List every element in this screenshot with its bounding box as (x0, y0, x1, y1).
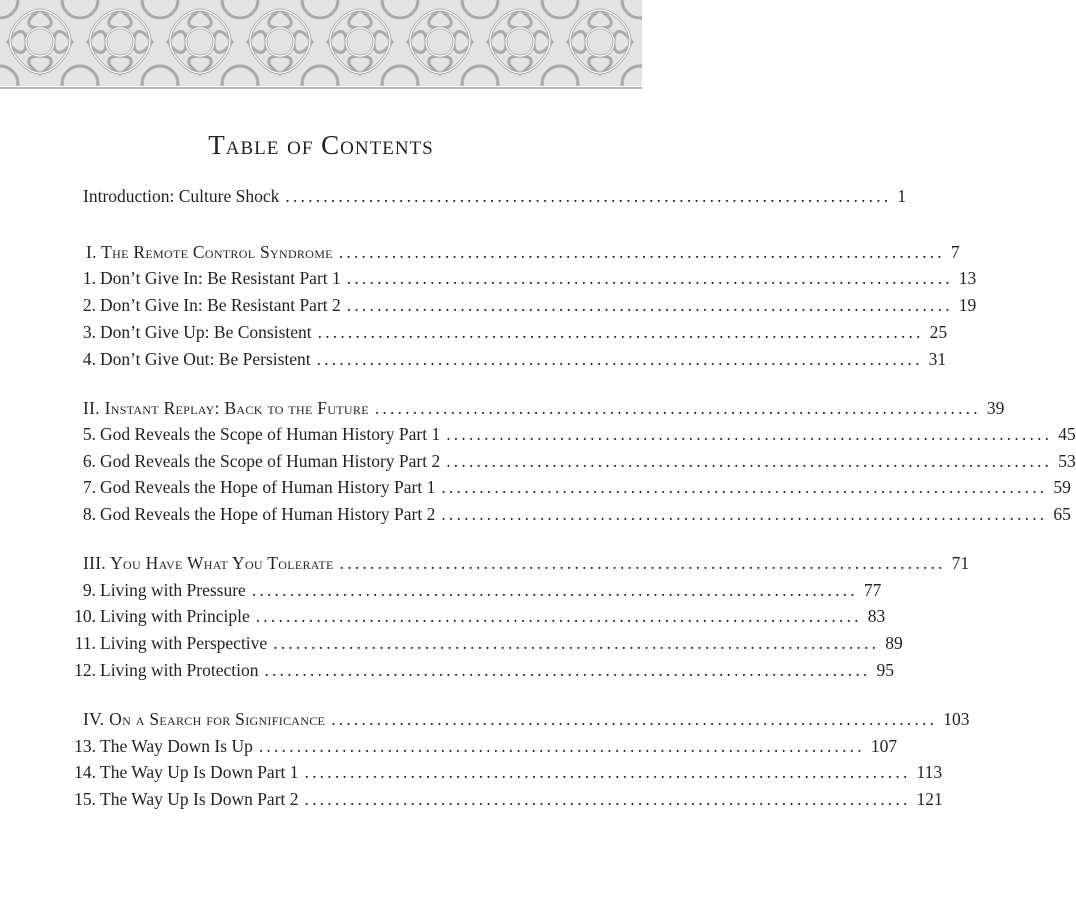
chapter-page-number: 25 (929, 322, 948, 342)
part-page-number: 71 (951, 553, 970, 573)
entry-page-number: 1 (897, 186, 907, 206)
toc-part-1 (86, 242, 960, 266)
chapter-number: 15. (74, 789, 96, 809)
dot-leader: ................................................................................ (258, 736, 865, 756)
chapter-title: God Reveals the Scope of Human History Part 2 (100, 451, 441, 471)
dot-leader: ................................................................................ (304, 762, 911, 782)
toc-part-4 (83, 709, 970, 733)
dot-leader: ................................................................................ (331, 709, 938, 729)
chapter-title: The Way Down Is Up (100, 736, 253, 756)
toc-chapter (64, 633, 903, 657)
chapter-title: Don’t Give In: Be Resistant Part 2 (100, 295, 341, 315)
dot-leader: ................................................................................ (441, 504, 1048, 524)
chapter-number: 12. (74, 660, 96, 680)
chapter-number: 14. (74, 762, 96, 782)
chapter-title: Don’t Give Up: Be Consistent (100, 322, 312, 342)
dot-leader: ................................................................................ (346, 295, 953, 315)
chapter-number: 11. (74, 633, 96, 653)
dot-leader: ................................................................................ (346, 268, 953, 288)
dot-leader: ................................................................................ (441, 477, 1048, 497)
toc-chapter (64, 295, 977, 319)
chapter-page-number: 53 (1058, 451, 1076, 471)
toc-chapter (64, 451, 1076, 475)
chapter-page-number: 13 (958, 268, 977, 288)
chapter-page-number: 121 (916, 789, 943, 809)
toc-chapter (64, 477, 1071, 501)
chapter-number: 8. (82, 504, 96, 524)
chapter-number: 10. (74, 606, 96, 626)
chapter-page-number: 113 (916, 762, 943, 782)
part-page-number: 103 (943, 709, 970, 729)
chapter-title: Living with Principle (100, 606, 250, 626)
chapter-number: 2. (82, 295, 96, 315)
dot-leader: ................................................................................ (446, 451, 1053, 471)
chapter-page-number: 19 (958, 295, 977, 315)
chapter-page-number: 83 (867, 606, 886, 626)
dot-leader: ................................................................................ (304, 789, 911, 809)
toc-chapter (64, 789, 943, 813)
dot-leader: ................................................................................ (251, 580, 858, 600)
dot-leader: ................................................................................ (317, 322, 924, 342)
dot-leader: ................................................................................ (316, 349, 923, 369)
chapter-page-number: 107 (870, 736, 898, 756)
toc-chapter (64, 736, 898, 760)
dot-leader: ................................................................................ (339, 553, 946, 573)
toc-chapter (64, 580, 882, 604)
toc-chapter (64, 504, 1071, 528)
chapter-title: Don’t Give Out: Be Persistent (100, 349, 311, 369)
dot-leader: ................................................................................ (446, 424, 1053, 444)
chapter-number: 7. (82, 477, 96, 497)
chapter-number: 4. (82, 349, 96, 369)
toc-chapter (64, 424, 1076, 448)
part-title: I. The Remote Control Syndrome (86, 242, 333, 262)
part-title: II. Instant Replay: Back to the Future (83, 398, 369, 418)
toc-chapter (64, 660, 894, 684)
chapter-page-number: 77 (863, 580, 882, 600)
chapter-page-number: 89 (885, 633, 903, 653)
toc-chapter (64, 268, 977, 292)
part-title: IV. On a Search for Significance (83, 709, 326, 729)
toc-part-3 (83, 553, 970, 577)
part-page-number: 39 (986, 398, 1005, 418)
chapter-number: 9. (82, 580, 96, 600)
chapter-page-number: 65 (1053, 504, 1071, 524)
dot-leader: ................................................................................ (273, 633, 880, 653)
chapter-title: The Way Up Is Down Part 1 (100, 762, 299, 782)
chapter-number: 1. (82, 268, 96, 288)
toc-chapter (64, 762, 943, 786)
dot-leader: ................................................................................ (255, 606, 862, 626)
chapter-number: 3. (82, 322, 96, 342)
chapter-title: God Reveals the Scope of Human History Part 1 (100, 424, 441, 444)
chapter-number: 13. (74, 736, 96, 756)
entry-title: Introduction: Culture Shock (83, 186, 280, 206)
chapter-page-number: 31 (928, 349, 947, 369)
chapter-page-number: 59 (1053, 477, 1071, 497)
chapter-title: Don’t Give In: Be Resistant Part 1 (100, 268, 341, 288)
toc-chapter (64, 606, 886, 630)
chapter-number: 6. (82, 451, 96, 471)
chapter-page-number: 95 (876, 660, 894, 680)
chapter-title: God Reveals the Hope of Human History Part 2 (100, 504, 436, 524)
toc-chapter (64, 322, 948, 346)
chapter-page-number: 45 (1058, 424, 1076, 444)
toc-part-2 (83, 398, 1005, 422)
chapter-title: God Reveals the Hope of Human History Part 1 (100, 477, 436, 497)
part-page-number: 7 (950, 242, 960, 262)
chapter-title: The Way Up Is Down Part 2 (100, 789, 299, 809)
decorative-header-ornament (0, 0, 642, 92)
page-title: Table of Contents (208, 130, 434, 160)
part-title: III. You Have What You Tolerate (83, 553, 334, 573)
chapter-title: Living with Protection (100, 660, 259, 680)
chapter-number: 5. (82, 424, 96, 444)
dot-leader: ................................................................................ (338, 242, 945, 262)
toc-entry-introduction (83, 186, 907, 210)
chapter-title: Living with Perspective (100, 633, 268, 653)
dot-leader: ................................................................................ (264, 660, 871, 680)
dot-leader: ................................................................................ (285, 186, 892, 206)
chapter-title: Living with Pressure (100, 580, 246, 600)
dot-leader: ................................................................................ (374, 398, 981, 418)
toc-chapter (64, 349, 947, 373)
